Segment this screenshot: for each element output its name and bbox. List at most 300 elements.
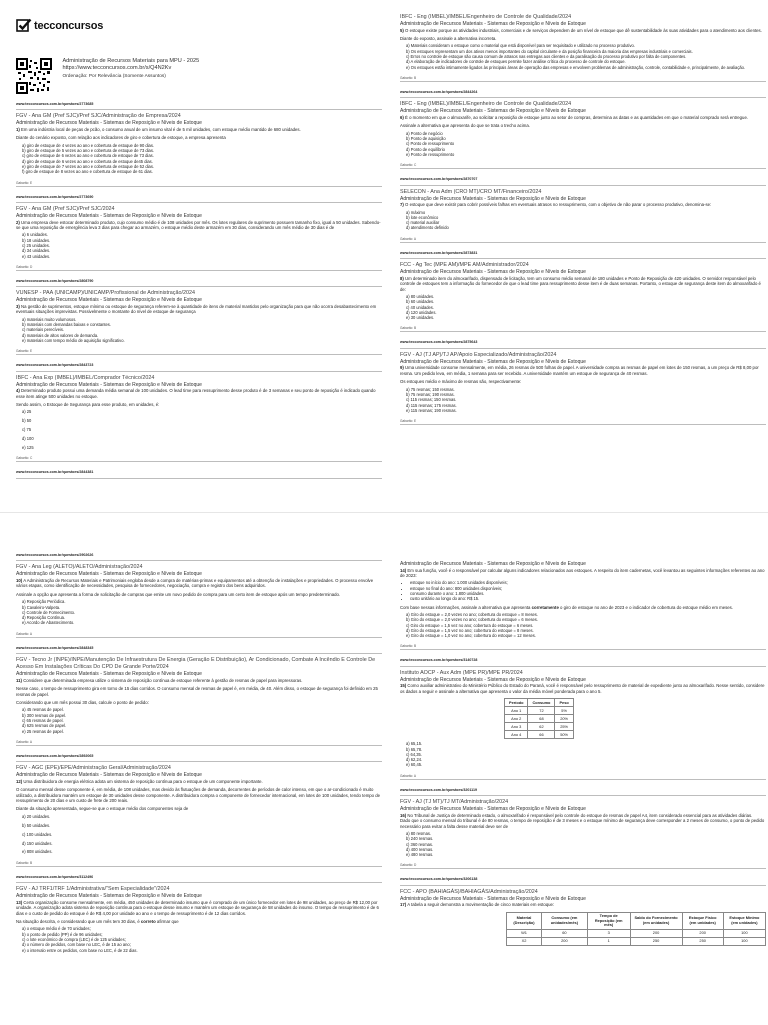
question-subject: Administração de Recursos Materiais - Sistemas de Reposição e Níveis de Estoque: [400, 358, 586, 365]
answer-option[interactable]: a) 25: [22, 409, 32, 415]
answer-option[interactable]: a) 80 unidades.: [406, 294, 435, 299]
document-header: [16, 16, 382, 60]
question-subject: Administração de Recursos Materiais - Sistemas de Reposição e Níveis de Estoque: [16, 120, 202, 127]
question-url[interactable]: www.tecconcursos.com.br/questoes/2870707: [400, 177, 478, 182]
question-1: [16, 102, 382, 187]
answer-option[interactable]: a) Ponto de negócio: [406, 130, 443, 136]
question-text: 5) O estoque existe porque as atividades industriais, comerciais e de serviços dependem de um nível de estoque que dê sustentabilidade às suas atividades para o atendimento aos clientes.: [400, 27, 762, 33]
table-header-row: [507, 912, 766, 929]
question-source: FGV - AJ (TJ AP)/TJ AP/Apoio Especializado/Administração/2024: [400, 351, 557, 358]
table-cell: 250: [682, 938, 723, 946]
answer-option[interactable]: b) 240 resmas.: [406, 836, 434, 842]
answer-option[interactable]: a) máximo: [406, 209, 426, 215]
question-15: [400, 658, 766, 779]
answer-option[interactable]: a) 20 unidades.: [22, 813, 51, 819]
question-subject: Administração de Recursos Materiais - Sistemas de Reposição e Níveis de Estoque: [400, 806, 586, 813]
table-cell: W1: [507, 930, 542, 938]
question-text: 15) Como auxiliar administrativo do Ministério Público do Estado do Paraná, você é responsável pelo ressuprimento de material de expediente junto ao almoxarifado. Nesse sentido, considere os dados a seguir e assinale a alternativa que apresenta o valor da média móvel ponderada para o ano 5.: [400, 683, 765, 694]
answer-option[interactable]: e) 808 unidades.: [22, 849, 53, 855]
answer-key: Gabarito: B: [16, 860, 33, 865]
question-source: FGV - Tecno Jr (INPE)/INPE/Manutenção De Infraestrutura De Energia (Geração E Distribuição), Ar Condicionado, Combate A Incêndio E Controle De Acesso Em Instalações Críticas Do CPD De Grande Porte/2024: [16, 657, 376, 671]
answer-options: [16, 143, 382, 175]
question-7: [400, 177, 766, 243]
question-lead: Os estoques médio e máximo de resmas são, respectivamente:: [400, 379, 522, 385]
question-text: 17) A tabela a seguir demonstra a movimentação de cinco materiais em estoque:: [400, 902, 555, 908]
qr-code-icon: [16, 58, 52, 94]
question-text: 12) Uma distribuidora de energia elétrica adota um sistema de reposição contínua para o estoque de um componente importante.: [16, 778, 263, 784]
answer-option[interactable]: a) 80 resmas.: [406, 831, 432, 836]
question-url[interactable]: www.tecconcursos.com.br/questoes/2873831: [400, 250, 478, 255]
table-cell: 62: [528, 723, 555, 731]
table-cell: Ano 3: [505, 723, 528, 731]
answer-option[interactable]: d) Giro do estoque = 1,5 vez no ano; cobertura do estoque = 8 meses.: [406, 627, 534, 633]
question-text: 7) O estoque que deve existir para cobrir possíveis falhas em eventuais atrasos no ressuprimento, com o objetivo de não parar o processo produtivo, denomina-se:: [400, 202, 712, 208]
answer-option[interactable]: e) 115 resmas; 190 resmas.: [406, 407, 457, 413]
answer-option[interactable]: d) o número de pedidos, com base no LEC, é de 15 ao ano;: [22, 942, 131, 948]
table-header-row: [505, 699, 574, 707]
question-lead: Assinale a alternativa que apresenta do que se trata o trecho acima.: [400, 123, 530, 129]
table-row: [505, 707, 574, 715]
question-url[interactable]: www.tecconcursos.com.br/questoes/2875643: [400, 340, 478, 345]
answer-option[interactable]: d) 62,24.: [406, 757, 423, 763]
answer-option[interactable]: d) Reposição Contínua.: [22, 615, 66, 621]
answer-option[interactable]: a) Giro do estoque = 2,0 vezes no ano; cobertura do estoque = 8 meses.: [406, 612, 538, 617]
answer-key: Gabarito: D: [400, 863, 417, 868]
question-text: 9) Uma universidade consome mensalmente, em média, 26 resmas de 500 folhas de papel. A universidade compra as resmas de papel em lotes de 150 resmas, a um preço de R$ 8,00 por resma. Um pedido leva, em média, 1 semana para ser recebido. A universidade mantém um estoque de segurança de 40 resmas.: [400, 365, 759, 376]
question-13: [16, 875, 382, 953]
list-item: • estoque no final do ano: 800 unidades disponíveis;: [410, 586, 766, 591]
answer-option[interactable]: a) 75 resmas; 150 resmas.: [406, 386, 455, 392]
answer-option[interactable]: c) Giro do estoque = 1,5 vez no ano; cobertura do estoque = 6 meses.: [406, 622, 534, 628]
answer-option[interactable]: d) 625 resmas de papel.: [22, 723, 67, 729]
question-text: 16) No Tribunal de Justiça de determinado estado, o almoxarifado é responsável pelo controle do estoque de resmas de papel A4, item considerado essencial para as atividades diárias.: [400, 812, 753, 818]
table-cell: 25%: [555, 723, 573, 731]
answer-key: Gabarito: B: [400, 644, 417, 649]
question-16: [400, 788, 766, 870]
answer-option[interactable]: c) 360 resmas.: [406, 841, 434, 847]
question-url[interactable]: www.tecconcursos.com.br/questoes/2848345: [16, 645, 94, 650]
question-text: 13) Certa organização consome mensalmente, em média, 450 unidades de determinado insumo que é comprado de um único fornecedor em lotes de 98 unidades, ao preço de R$ 12,00 por unidade. A organização adota sistema de reposição contínua para o estoque desse insumo e mantém um estoque de segurança de 58 unidades do insumo. O tempo de ressuprimento é de 6 dias e o custo de pedido do estoque é de R$ 4,00 por unidade ao ano e o tempo de ressuprimento é de 12 dias corridos.: [16, 899, 379, 916]
answer-option[interactable]: d) 34 unidades.: [22, 248, 51, 254]
question-subject: Administração de Recursos Materiais - Sistemas de Reposição e Níveis de Estoque: [400, 195, 586, 202]
info-list: [400, 580, 766, 601]
answer-option[interactable]: d) atendimento definido: [406, 225, 449, 231]
answer-key: Gabarito: A: [400, 773, 416, 778]
question-source: FGV - Ana GM (Pref SJC)/Pref SJC/Administração de Empresa/2024: [16, 113, 181, 120]
question-9: [400, 340, 766, 425]
question-text: 14) Em sua função, você é o responsável por calcular alguns indicadores relacionados aos estoques. A respeito do item cadernetas, você levantou as seguintes informações referentes ao ano de 2023:: [400, 567, 765, 578]
answer-option[interactable]: d) giro de estoque de 6 vezes ao ano e cobertura de estoque de45 dias.: [22, 158, 153, 164]
question-14: [400, 561, 766, 650]
table-row: [507, 930, 766, 938]
answer-option[interactable]: a) 45 resmas de papel.: [22, 707, 64, 713]
divider: [16, 761, 382, 762]
answer-options: [16, 317, 382, 343]
answer-option[interactable]: e) Os estoques estão intimamente ligados às principais áreas de operação das empresas e envolvem problemas de administração, controle, contabilidade e, principalmente, de avaliação.: [406, 64, 746, 70]
divider: [16, 637, 382, 638]
question-subject: Administração de Recursos Materiais - Sistemas de Reposição e Níveis de Estoque: [400, 269, 586, 276]
question-subject: Administração de Recursos Materiais - Sistemas de Reposição e Níveis de Estoque: [400, 676, 586, 683]
answer-option[interactable]: c) giro de estoque de 6 vezes ao ano e cobertura de estoque de 73 dias.: [22, 153, 154, 159]
answer-option[interactable]: a) giro de estoque de 4 vezes ao ano e cobertura de estoque de 90 dias.: [22, 142, 155, 148]
answer-option[interactable]: d) Ponto de equilíbrio: [406, 146, 445, 152]
divider: [16, 371, 382, 372]
answer-options: [16, 599, 382, 625]
column-header: Consumo (em unidades/mês): [541, 912, 587, 929]
divider: [16, 186, 382, 187]
checkmark-logo-icon: [16, 18, 32, 34]
question-url[interactable]: www.tecconcursos.com.br/questoes/2902626: [16, 553, 94, 557]
answer-option[interactable]: b) 300 resmas de papel.: [22, 712, 67, 718]
brand-name: tecconcursos: [34, 20, 104, 32]
question-text-2: Dado que o consumo mensal do tribunal é de 80 resmas, o tempo de reposição é de 3 meses e o estoque mínimo de segurança deve corresponder a 2 meses de consumo, o ponto de pedido necessário para evitar a falta desse material deve ser de: [400, 818, 765, 829]
divider: [16, 202, 382, 203]
answer-option[interactable]: c) 25 unidades.: [22, 243, 50, 248]
answer-option[interactable]: c) 75: [22, 427, 32, 433]
table-cell: 3: [587, 930, 630, 938]
answer-option[interactable]: a) Reposição Periódica.: [22, 599, 66, 605]
answer-option[interactable]: c) Controle de Fornecimento.: [22, 609, 76, 615]
answer-option[interactable]: d) 120 unidades.: [406, 309, 437, 315]
list-item: • consumo durante o ano: 1.800 unidades.: [410, 591, 766, 596]
divider: [400, 666, 766, 667]
answer-option[interactable]: e) 125: [22, 444, 34, 450]
divider: [400, 258, 766, 259]
question-17: [400, 877, 766, 945]
answer-option[interactable]: a) 65,15.: [406, 741, 423, 747]
ordering-label: Ordenação: Por Relevância (Somente Assuntos): [62, 73, 166, 79]
table-cell: 5%: [555, 707, 573, 715]
question-lead: Diante da situação apresentada, segue-se que o estoque médio dos componentes seja de: [16, 806, 189, 812]
question-subject: Administração de Recursos Materiais - Sistemas de Reposição e Níveis de Estoque: [16, 671, 202, 678]
document-page-2: [0, 512, 768, 1025]
question-text: 1) Em uma indústria local de peças de pcão, o consumo anual de um insumo vital é de 5 mil unidades, com estoque médio mantido de 680 unidades.: [16, 127, 301, 132]
answer-option[interactable]: d) A elaboração de indicadores de controle de estoques permite fazer análise crítica do processo de controle do estoque.: [406, 59, 626, 65]
answer-option[interactable]: c) o lote econômico de compra (LEC) é de 125 unidades;: [22, 936, 126, 942]
answer-option[interactable]: b) 50: [22, 418, 32, 424]
divider: [16, 653, 382, 654]
answer-option[interactable]: d) 400 resmas.: [406, 846, 434, 852]
answer-option[interactable]: d) materiais de altos valores de demanda.: [22, 332, 99, 338]
table-cell: 60: [541, 930, 587, 938]
answer-key: Gabarito: B: [400, 326, 417, 331]
question-source: FGV - AGC (EPE)/EPE/Administração Geral/Administração/2024: [16, 765, 171, 772]
answer-option[interactable]: e) 25 resmas de papel.: [22, 728, 64, 734]
question-lead: Considerando que um mês possui 30 dias, calcule o ponto de pedido:: [16, 699, 149, 705]
question-text: 4) Determinado produto possui uma demanda média semanal de 100 unidades. O lead time para ressuprimento desse produto é de 3 semanas e seu ponto de reposição é indicado quando esse item atinge 500 unidades no estoque.: [16, 388, 376, 399]
question-url[interactable]: www.tecconcursos.com.br/questoes/2808790: [16, 278, 94, 283]
divider: [400, 868, 766, 869]
question-subject: Administração de Recursos Materiais - Sistemas de Reposição e Níveis de Estoque: [16, 772, 202, 779]
answer-options: [16, 232, 382, 258]
question-subject: Administração de Recursos Materiais - Sistemas de Reposição e Níveis de Estoque: [400, 561, 586, 567]
answer-option[interactable]: b) Ponto de aquisição: [406, 136, 446, 141]
question-source: FCC - APO (BAHIAGÁS)/BAHIAGÁS/Administração/2024: [400, 888, 538, 895]
right-column: [400, 513, 766, 948]
divider: [16, 478, 382, 479]
question-lead: Assinale a opção que apresenta a forma de solicitação de compras que emite um novo pedido de compra para um certo item de estoque após um tempo predeterminado.: [16, 591, 341, 597]
answer-option[interactable]: b) 50 unidades.: [22, 822, 51, 828]
divider: [400, 348, 766, 349]
answer-key: Gabarito: D: [16, 264, 33, 269]
answer-option[interactable]: b) Cavaleiro-Valpeta.: [22, 604, 61, 610]
divider: [16, 354, 382, 355]
answer-key: Gabarito: E: [16, 349, 33, 354]
table-cell: 250: [630, 938, 682, 946]
answer-option[interactable]: d) 150 unidades.: [22, 840, 53, 846]
data-table: [506, 912, 766, 946]
doc-title: Administração de Recursos Materiais para MPU - 2025: [62, 58, 200, 64]
question-url[interactable]: www.tecconcursos.com.br/questoes/3140728: [400, 658, 478, 663]
question-4: [16, 363, 382, 478]
divider: [16, 270, 382, 271]
question-5: [400, 14, 766, 82]
question-source: IBFC - Eng (IMBEL)/IMBEL/Engenheiro de Controle de Qualidade/2024: [400, 101, 572, 108]
answer-options: [400, 210, 766, 231]
right-column: [400, 0, 766, 425]
question-lead: Sendo assim, o Estoque de Segurança para esse produto, em unidades, é:: [16, 402, 160, 407]
answer-option[interactable]: b) lote econômico: [406, 214, 439, 220]
answer-option[interactable]: e) Acordo de Abastecimento.: [22, 620, 75, 626]
left-column: [16, 513, 382, 953]
question-10: [16, 553, 382, 638]
answer-option[interactable]: c) 64,35.: [406, 751, 422, 757]
answer-options: [400, 131, 766, 157]
question-6: [400, 90, 766, 169]
question-subject: Administração de Recursos Materiais - Sistemas de Reposição e Níveis de Estoque: [400, 108, 586, 115]
answer-option[interactable]: e) 60,45.: [406, 762, 423, 768]
answer-key: Gabarito: A: [16, 739, 32, 744]
question-source: FGV - Ana GM (Pref SJC)/Pref SJC/2024: [16, 206, 115, 212]
question-12: [16, 754, 382, 867]
answer-option[interactable]: e) giro de estoque de 7 vezes ao ano e cobertura de estoque de 52 dias.: [22, 164, 155, 169]
answer-option[interactable]: b) Giro do estoque = 2,0 vezes no ano; cobertura do estoque = 6 meses.: [406, 617, 538, 623]
divider: [16, 560, 382, 561]
question-subject: Administração de Recursos Materiais - Sistemas de Reposição e Níveis de Estoque: [16, 381, 202, 388]
answer-option[interactable]: e) 480 resmas.: [406, 852, 434, 858]
answer-option[interactable]: b) 65,78.: [406, 746, 423, 752]
divider: [16, 745, 382, 746]
doc-link[interactable]: https://www.tecconcursos.com.br/s/Q4N2Kv: [62, 65, 172, 72]
divider: [400, 779, 766, 780]
table-cell: 50%: [555, 731, 573, 739]
brand-logo: [16, 16, 382, 36]
table-cell: Ano 2: [505, 715, 528, 723]
answer-options: [400, 294, 766, 320]
answer-options: [400, 43, 766, 69]
table-row: [505, 723, 574, 731]
question-url[interactable]: www.tecconcursos.com.br/questoes/2843723: [16, 363, 94, 368]
divider: [400, 331, 766, 332]
answer-options: [400, 387, 766, 413]
question-text: 2) Uma empresa deve estocar determinado produto, cujo consumo médio é de 108 unidades por mês. Os lotes regulares de suprimento possuem tamanho fixo, igual a 50 unidades. Sabendo-se que uma reposição de emergência leva 3 dias para chegar ao armazém, o estoque médio deste armazém em 30 dias, considerando um mês médio de 30 dias é de: [16, 219, 381, 230]
question-lead: Na situação descrita, e considerando que um mês tem 30 dias, é correto afirmar que: [16, 918, 179, 924]
document-page-1: [0, 0, 768, 512]
answer-option[interactable]: e) Giro do estoque = 1,0 vez no ano; cobertura do estoque = 12 meses.: [406, 633, 536, 639]
left-column: [16, 0, 382, 482]
question-lead: Diante do cenário exposto, com relação aos indicadores de giro e cobertura de estoque, a empresa apresenta: [16, 135, 226, 141]
answer-options: [16, 814, 382, 855]
divider: [400, 885, 766, 886]
divider: [400, 81, 766, 82]
answer-option[interactable]: b) 18 unidades.: [22, 237, 51, 243]
table-cell: 1: [587, 938, 630, 946]
column-header: Estoque Físico (em unidades): [682, 912, 723, 929]
answer-option[interactable]: d) 100: [22, 436, 34, 442]
question-url[interactable]: www.tecconcursos.com.br/questoes/2892065: [16, 753, 94, 758]
table-row: [505, 731, 574, 739]
column-header: Tempo de Reposição (em mês): [587, 912, 630, 929]
question-text: 11) Considere que determinada empresa utilize o sistema de reposição contínua de estoque referente à gestão de resmas de papel para impressoras.: [16, 677, 303, 683]
answer-options: [16, 926, 382, 952]
question-text: 6) É o momento em que o almoxarife, ao solicitar a reposição de estoque junto ao setor de compras, determina as datas e as quantidades em que o material comprado será entregue.: [400, 114, 749, 120]
answer-option[interactable]: e) Ponto de ressuprimento: [406, 151, 455, 157]
question-subject: Administração de Recursos Materiais - Sistemas de Reposição e Níveis de Estoque: [16, 893, 202, 900]
question-url[interactable]: www.tecconcursos.com.br/questoes/2773685: [16, 102, 94, 106]
column-header: Consumo: [528, 699, 555, 707]
table-cell: Ano 4: [505, 731, 528, 739]
table-row: [507, 938, 766, 946]
question-lead: Diante do exposto, assinale a alternativa incorreta.: [400, 36, 497, 41]
question-2: [16, 195, 382, 271]
table-cell: 68: [528, 715, 555, 723]
answer-key: Gabarito: A: [16, 631, 32, 636]
question-3: [16, 279, 382, 355]
answer-key: Gabarito: C: [16, 456, 33, 461]
answer-options: [16, 707, 382, 733]
divider: [400, 242, 766, 243]
answer-key: Gabarito: E: [400, 419, 417, 424]
answer-options: [400, 831, 766, 857]
question-source: IBFC - Ana Exp (IMBEL)/IMBEL/Comprador Técnico/2024: [16, 374, 155, 381]
question-subject: Administração de Recursos Materiais - Sistemas de Reposição e Níveis de Estoque: [16, 571, 202, 578]
question-text: 8) Um determinado item do almoxarifado, dispensado de licitação, tem um consumo médio semanal de 180 unidades e Ponto de Reposição de 420 unidades. O servidor responsável pelo controle de estoques tem a informação do fornecedor de que o lead time para ressuprimento desse item é de duas semanas. Portanto, o estoque de segurança deste item do almoxarifado é de:: [400, 275, 761, 292]
answer-option[interactable]: c) material auxiliar: [406, 220, 440, 226]
question-lead: Com base nessas informações, assinale a alternativa que apresenta corretamente o giro de estoque no ano de 2023 e o indicador de cobertura do estoque médio em meses.: [400, 604, 733, 610]
table-cell: 200: [682, 930, 723, 938]
answer-option[interactable]: e) o intervalo entre os pedidos, com base no LEC, é de 22 dias.: [22, 947, 138, 953]
answer-options: [400, 741, 766, 767]
question-url[interactable]: www.tecconcursos.com.br/questoes/3206138: [400, 877, 478, 882]
question-subject: Administração de Recursos Materiais - Sistemas de Reposição e Níveis de Estoque: [16, 297, 202, 304]
table-row: [505, 715, 574, 723]
answer-option[interactable]: a) materiais muito volumosos.: [22, 316, 77, 322]
answer-option[interactable]: e) materiais com tempo médio de aquisição significativo.: [22, 337, 125, 343]
question-text-2: O consumo mensal desse componente é, em média, de 108 unidades, mas devido às flutuações de demanda, decorrentes de períodos de calor intenso, em que o ar-condicionado é muito utilizado, a distribuidora mantém um estoque de 30 unidades desse componente. A distribuidora compra o componente de fornecedor internacional, em lotes de 100 unidades, tendo tempo de ressuprimento de 20 dias e um custo de frete de 200 reais.: [16, 787, 381, 804]
answer-option[interactable]: a) Materiais consideram o estoque como o material que está disponível para ser requisitado e utilizado no processo produtivo.: [406, 43, 635, 49]
answer-option[interactable]: c) materiais perecíveis.: [22, 327, 65, 333]
answer-option[interactable]: b) 60 unidades.: [406, 299, 435, 305]
table-cell: X2: [507, 938, 542, 946]
table-cell: Ano 1: [505, 707, 528, 715]
question-url[interactable]: www.tecconcursos.com.br/questoes/2844264: [400, 89, 478, 94]
question-source: IBFC - Eng (IMBEL)/IMBEL/Engenheiro de Controle de Qualidade/2024: [400, 14, 572, 20]
answer-options: [400, 612, 766, 638]
divider: [400, 649, 766, 650]
answer-option[interactable]: d) 115 resmas; 175 resmas.: [406, 402, 457, 408]
divider: [16, 109, 382, 110]
table-cell: 100: [723, 938, 765, 946]
question-text: 3) Na gestão de suprimentos, estoque mínimo ou estoque de segurança referem-se à quantidade de itens de material mantidos pelo organização para que não ocorra desabastecimento em eventuais situações imprevistas. Possivelmente o montante do nível de estoque de segurança: [16, 303, 377, 315]
question-url[interactable]: www.tecconcursos.com.br/questoes/2773690: [16, 194, 94, 199]
table-cell: 200: [541, 938, 587, 946]
answer-option[interactable]: b) 75 resmas; 190 resmas.: [406, 392, 455, 397]
table-cell: 200: [630, 930, 682, 938]
question-source: Instituto AOCP - Aux Adm (MPE PR)/MPE PR/2024: [400, 669, 523, 676]
question-subject: Administração de Recursos Materiais - Sistemas de Reposição e Níveis de Estoque: [400, 21, 586, 27]
answer-option[interactable]: b) Os estoques representam um dos ativos menos importantes do capital circulante e da posição financeira da maioria das empresas industriais e comerciais.: [406, 48, 693, 54]
question-11: [16, 646, 382, 746]
divider: [400, 795, 766, 796]
answer-option[interactable]: f) giro de estoque de 8 vezes ao ano e cobertura de estoque de 61 dias.: [22, 169, 153, 175]
list-item: • custo unitário ao longo do ano: R$ 15.: [410, 596, 766, 601]
answer-option[interactable]: e) 30 unidades.: [406, 315, 435, 321]
question-url[interactable]: www.tecconcursos.com.br/questoes/3201119: [400, 787, 477, 792]
column-header: Material (Descrição): [507, 912, 542, 929]
answer-option[interactable]: b) materiais com demandas baixas e constantes.: [22, 322, 111, 327]
question-url[interactable]: www.tecconcursos.com.br/questoes/3112496: [16, 874, 94, 879]
table-cell: 72: [528, 707, 555, 715]
answer-key: Gabarito: C: [400, 163, 417, 168]
doc-info-block: [16, 58, 382, 94]
divider: [16, 882, 382, 883]
answer-option[interactable]: c) 40 unidades.: [406, 304, 434, 310]
table-cell: 66: [528, 731, 555, 739]
answer-option[interactable]: c) 115 resmas; 150 resmas.: [406, 397, 457, 403]
question-8: [400, 251, 766, 333]
question-source: FCC - Ag Tec (MPE AM)/MPE AM/Administrador/2024: [400, 262, 529, 269]
answer-option[interactable]: c) Erros no controle de estoque são causa comum de atrasos nas entregas aos clientes e da paralisação do processo produtivo por falta de componentes.: [406, 54, 687, 59]
question-subject: Administração de Recursos Materiais - Sistemas de Reposição e Níveis de Estoque: [16, 213, 202, 219]
question-source: VUNESP - PAA (UNICAMP)/UNICAMP/Profissional de Administração/2024: [16, 290, 195, 297]
divider: [400, 185, 766, 186]
answer-key: Gabarito: E: [16, 180, 33, 185]
divider: [400, 97, 766, 98]
question-source: FGV - Ana Leg (ALETO)/ALETO/Administração/2024: [16, 564, 143, 571]
answer-option[interactable]: a) o estoque médio é de 70 unidades;: [22, 926, 91, 932]
answer-options: [16, 409, 382, 450]
answer-option[interactable]: a) 6 unidades.: [22, 232, 48, 238]
question-text-2: Nesse caso, o tempo de ressuprimento gira em torno de 15 dias corridos. O consumo mensal de resmas de papel é, em média, de 40. Além disso, o estoque de segurança foi definido em 25 resmas de papel.: [16, 686, 378, 697]
list-item: • estoque no início do ano: 1.000 unidades disponíveis;: [410, 580, 766, 585]
column-header: Peso: [555, 699, 573, 707]
answer-option[interactable]: b) giro de estoque de 5 vezes ao ano e cobertura de estoque de 73 dias.: [22, 148, 155, 154]
question-text: 10) A Administração de Recursos Materiais e Patrimoniais engloba desde a compra de matérias-primas e equipamentos até a obtenção de instalações e propriedades. O processo envolve vários etapas, como identificação de necessidades, pesquisa de fornecedores, negociação, compra e registro dos bens adquiridos.: [16, 578, 374, 589]
divider: [400, 424, 766, 425]
question-source: SELECON - Ana Adm (CRO MT)/CRO MT/Financeiro/2024: [400, 188, 542, 195]
table-cell: 20%: [555, 715, 573, 723]
divider: [16, 461, 382, 462]
answer-option[interactable]: c) 65 resmas de papel.: [22, 717, 64, 723]
data-table: [504, 698, 574, 739]
column-header: Período: [505, 699, 528, 707]
table-cell: 100: [723, 930, 765, 938]
question-source: FGV - AJ TRF1/TRF 1/Administrativa/"Sem Especialidade"/2024: [16, 886, 170, 893]
answer-key: Gabarito: B: [400, 75, 417, 80]
divider: [16, 286, 382, 287]
question-url[interactable]: www.tecconcursos.com.br/questoes/2844381: [16, 470, 94, 475]
question-subject: Administração de Recursos Materiais - Sistemas de Reposição e Níveis de Estoque: [400, 895, 586, 902]
answer-option[interactable]: c) Ponto de ressuprimento: [406, 141, 455, 147]
column-header: Estoque Mínimo (em unidades): [723, 912, 765, 929]
answer-option[interactable]: e) 43 unidades.: [22, 253, 51, 259]
answer-option[interactable]: c) 100 unidades.: [22, 831, 53, 837]
divider: [400, 168, 766, 169]
doc-meta: [62, 58, 199, 81]
answer-option[interactable]: b) o ponto de pedido (PP) é de 96 unidades;: [22, 931, 103, 937]
column-header: Saldo do Fornecimento (em unidades): [630, 912, 682, 929]
divider: [16, 866, 382, 867]
